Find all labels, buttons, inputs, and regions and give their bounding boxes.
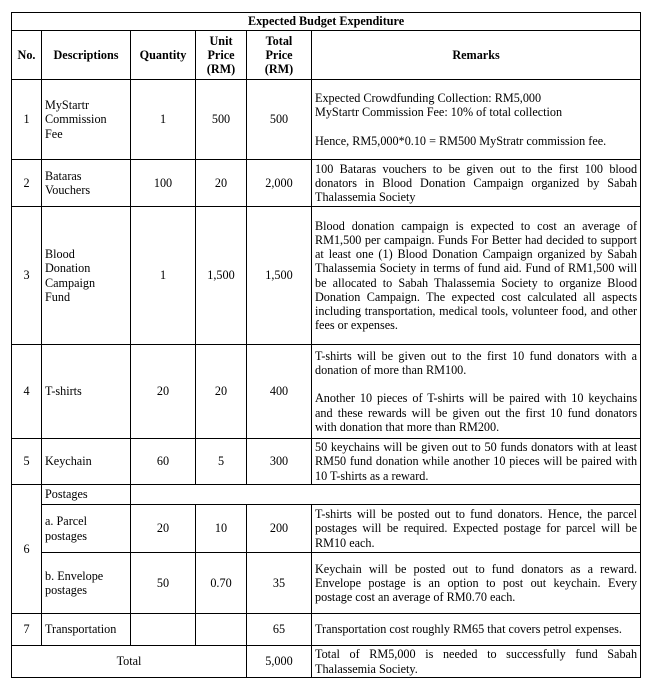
- budget-table: [11, 12, 641, 678]
- row-unit-price: 20: [196, 160, 247, 207]
- row-quantity: 1: [131, 80, 196, 160]
- row-total-price: 300: [247, 439, 312, 485]
- row-description: T-shirts: [42, 345, 131, 439]
- postages-blank: [131, 485, 641, 505]
- row-unit-price: 20: [196, 345, 247, 439]
- row-quantity: 20: [131, 505, 196, 553]
- row-quantity: 50: [131, 553, 196, 614]
- row-total-price: 2,000: [247, 160, 312, 207]
- row-remark: [312, 80, 641, 160]
- row-remark: [312, 345, 641, 439]
- row-no: 1: [12, 80, 42, 160]
- row-quantity: 20: [131, 345, 196, 439]
- remark-spacer: [315, 120, 637, 134]
- row-description: MyStartr Commission Fee: [42, 80, 131, 160]
- table-row: [12, 160, 641, 207]
- row-no: 3: [12, 207, 42, 345]
- header-total-price: Total Price (RM): [247, 31, 312, 80]
- row-remark: 50 keychains will be given out to 50 funds donators with at least RM50 fund donation while another 10 pieces will be paired with 10 T-shirts as a reward.: [312, 439, 641, 485]
- row-quantity: 1: [131, 207, 196, 345]
- row-quantity: [131, 614, 196, 646]
- row-unit-price: 10: [196, 505, 247, 553]
- remark-text: Another 10 pieces of T-shirts will be paired with 10 keychains and these rewards will be given out the first 10 fund donators with donation that more than RM200.: [315, 391, 638, 434]
- table-row: [12, 439, 641, 485]
- row-unit-price: 500: [196, 80, 247, 160]
- table-row: [12, 345, 641, 439]
- header-unit-price: Unit Price (RM): [196, 31, 247, 80]
- row-description: Transportation: [42, 614, 131, 646]
- header-descriptions: Descriptions: [42, 31, 131, 80]
- row-unit-price: 0.70: [196, 553, 247, 614]
- row-no: 5: [12, 439, 42, 485]
- postages-heading: Postages: [42, 485, 131, 505]
- table-row: [12, 207, 641, 345]
- row-description: Keychain: [42, 439, 131, 485]
- table-row: [12, 485, 641, 505]
- row-total-price: 500: [247, 80, 312, 160]
- header-no: No.: [12, 31, 42, 80]
- table-row: [12, 505, 641, 553]
- header-quantity: Quantity: [131, 31, 196, 80]
- row-remark: Blood donation campaign is expected to cost an average of RM1,500 per campaign. Funds For Better had decided to support at least one (1) Blood Donation Campaign organized by Sabah Thalassemia Society in terms of fund aid. Fund of RM1,500 will be allocated to Sabah Thalassemia Society to organize Blood Donation Campaign. The expected cost calculated all aspects including transportation, medical tools, volunteer food, and other fees or expenses.: [312, 207, 641, 345]
- remark-text: Hence, RM5,000*0.10 = RM500 MyStratr commission fee.: [315, 133, 607, 148]
- row-remark: Transportation cost roughly RM65 that covers petrol expenses.: [312, 614, 641, 646]
- total-label: Total: [12, 646, 247, 678]
- remark-text: Expected Crowdfunding Collection: RM5,000 MyStartr Commission Fee: 10% of total collection: [315, 91, 563, 120]
- table-title: Expected Budget Expenditure: [12, 13, 641, 31]
- row-total-price: 200: [247, 505, 312, 553]
- row-total-price: 65: [247, 614, 312, 646]
- title-row: [12, 13, 641, 31]
- row-description: Bataras Vouchers: [42, 160, 131, 207]
- table-row: [12, 80, 641, 160]
- row-no: 7: [12, 614, 42, 646]
- row-quantity: 60: [131, 439, 196, 485]
- row-remark: 100 Bataras vouchers to be given out to the first 100 blood donators in Blood Donation Campaign organized by Sabah Thalassemia Society: [312, 160, 641, 207]
- header-remarks: Remarks: [312, 31, 641, 80]
- total-price: 5,000: [247, 646, 312, 678]
- table-row: [12, 553, 641, 614]
- row-remark: Keychain will be posted out to fund donators as a reward. Envelope postage is an option to post out keychain. Every postage cost an average of RM0.70 each.: [312, 553, 641, 614]
- row-unit-price: 5: [196, 439, 247, 485]
- row-no: 2: [12, 160, 42, 207]
- total-remark: Total of RM5,000 is needed to successfully fund Sabah Thalassemia Society.: [312, 646, 641, 678]
- row-quantity: 100: [131, 160, 196, 207]
- table-row: [12, 614, 641, 646]
- header-row: [12, 31, 641, 80]
- row-remark: T-shirts will be posted out to fund donators. Hence, the parcel postages will be required. Expected postage for parcel will be RM10 each.: [312, 505, 641, 553]
- row-no: 4: [12, 345, 42, 439]
- row-description: Blood Donation Campaign Fund: [42, 207, 131, 345]
- row-description: a. Parcel postages: [42, 505, 131, 553]
- budget-table-wrapper: [11, 12, 641, 678]
- row-total-price: 400: [247, 345, 312, 439]
- remark-text: T-shirts will be given out to the first 10 fund donators with a donation of more than RM100.: [315, 348, 638, 378]
- row-unit-price: [196, 614, 247, 646]
- row-no: 6: [12, 485, 42, 614]
- remark-spacer: [315, 377, 637, 391]
- row-total-price: 1,500: [247, 207, 312, 345]
- row-total-price: 35: [247, 553, 312, 614]
- row-unit-price: 1,500: [196, 207, 247, 345]
- total-row: [12, 646, 641, 678]
- row-description: b. Envelope postages: [42, 553, 131, 614]
